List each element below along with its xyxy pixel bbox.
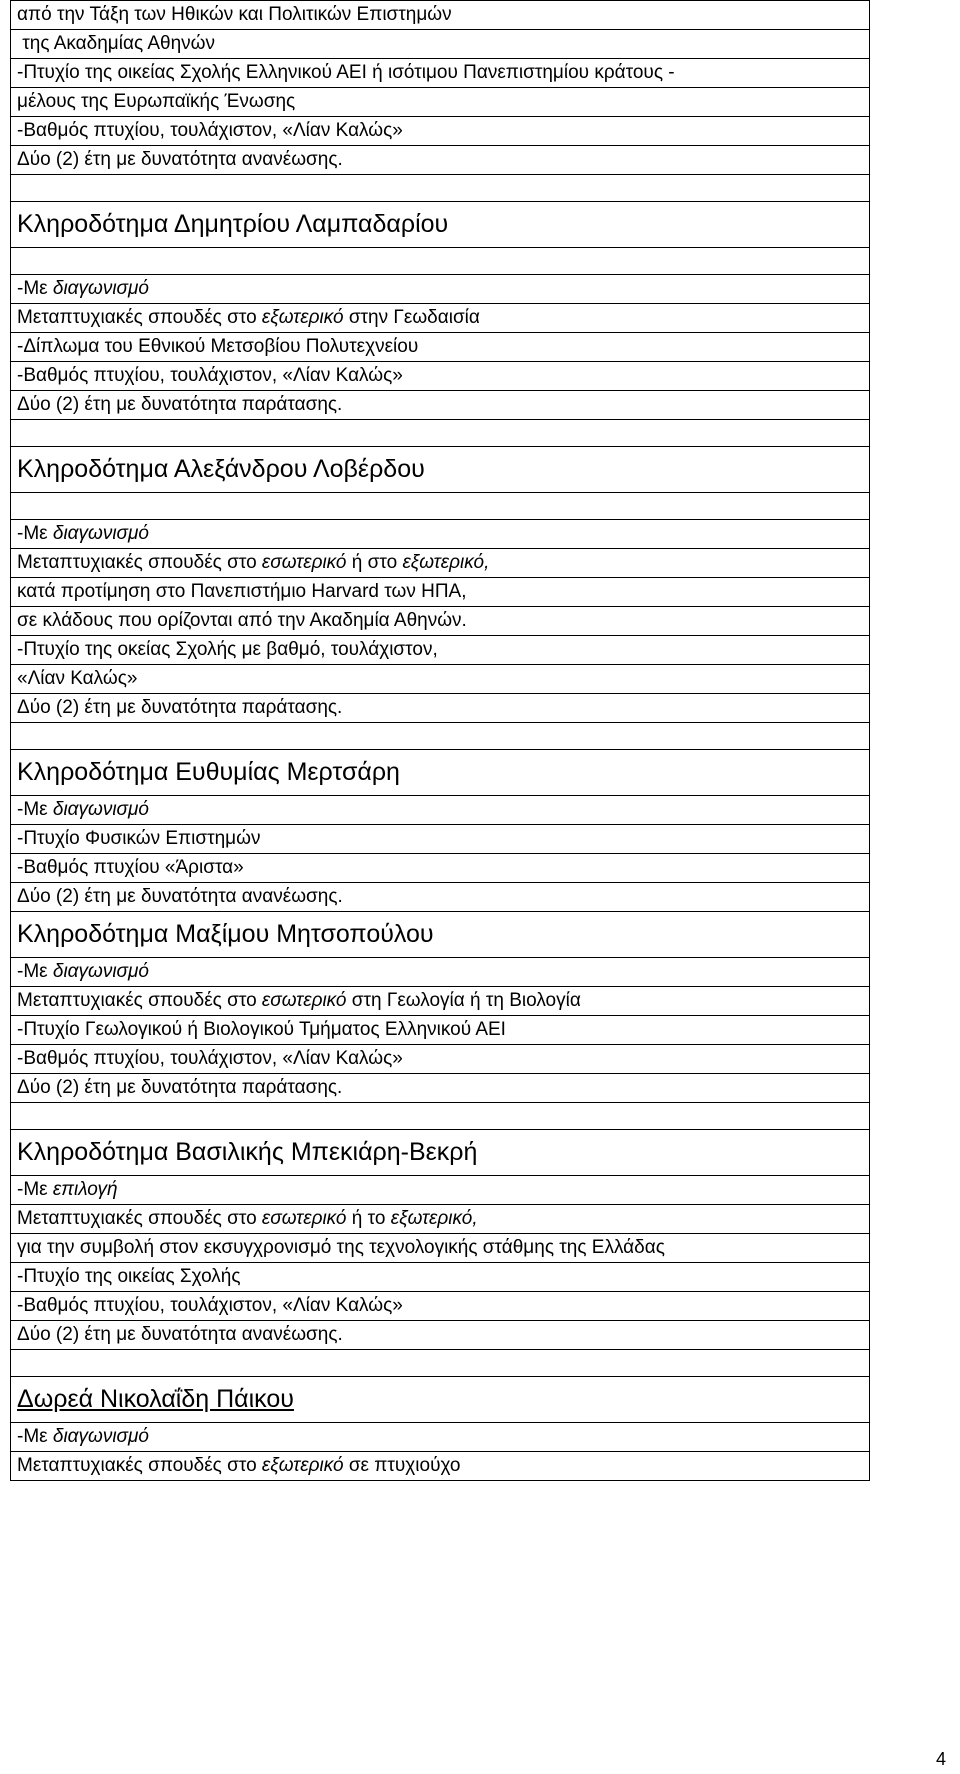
degree-requirement: -Πτυχίο της οκείας Σχολής με βαθμό, τουλάχιστον, <box>11 636 870 665</box>
duration: Δύο (2) έτη με δυνατότητα ανανέωσης. <box>11 883 870 912</box>
duration: Δύο (2) έτη με δυνατότητα ανανέωσης. <box>11 1321 870 1350</box>
study-line: Μεταπτυχιακές σπουδές στο εσωτερικό ή στο εξωτερικό, <box>11 549 870 578</box>
degree-requirement: -Πτυχίο της οικείας Σχολής <box>11 1263 870 1292</box>
grade-requirement: -Βαθμός πτυχίου, τουλάχιστον, «Λίαν Καλώς» <box>11 362 870 391</box>
selection-mode: -Με διαγωνισμό <box>11 796 870 825</box>
branches-line: σε κλάδους που ορίζονται από την Ακαδημία Αθηνών. <box>11 607 870 636</box>
intro-line: μέλους της Ευρωπαϊκής Ένωσης <box>11 88 870 117</box>
duration: Δύο (2) έτη με δυνατότητα παράτασης. <box>11 694 870 723</box>
duration: Δύο (2) έτη με δυνατότητα παράτασης. <box>11 391 870 420</box>
spacer-row <box>11 175 870 202</box>
scholarships-table <box>10 0 870 1481</box>
selection-mode: -Με διαγωνισμό <box>11 958 870 987</box>
selection-mode: -Με επιλογή <box>11 1176 870 1205</box>
grade-requirement: -Βαθμός πτυχίου «Άριστα» <box>11 854 870 883</box>
intro-line: -Πτυχίο της οικείας Σχολής Ελληνικού ΑΕΙ ή ισότιμου Πανεπιστημίου κράτους - <box>11 59 870 88</box>
degree-requirement: -Δίπλωμα του Εθνικού Μετσοβίου Πολυτεχνείου <box>11 333 870 362</box>
section-title-paikou: Δωρεά Νικολαΐδη Πάικου <box>11 1377 870 1423</box>
grade-requirement: -Βαθμός πτυχίου, τουλάχιστον, «Λίαν Καλώς» <box>11 1292 870 1321</box>
spacer-row <box>11 420 870 447</box>
degree-requirement: -Πτυχίο Γεωλογικού ή Βιολογικού Τμήματος Ελληνικού ΑΕΙ <box>11 1016 870 1045</box>
grade-requirement: «Λίαν Καλώς» <box>11 665 870 694</box>
section-title-mertsari: Κληροδότημα Ευθυμίας Μερτσάρη <box>11 750 870 796</box>
intro-duration: Δύο (2) έτη με δυνατότητα ανανέωσης. <box>11 146 870 175</box>
spacer-row <box>11 248 870 275</box>
study-line: Μεταπτυχιακές σπουδές στο εξωτερικό σε πτυχιούχο <box>11 1452 870 1481</box>
preference-line: κατά προτίμηση στο Πανεπιστήμιο Harvard των ΗΠΑ, <box>11 578 870 607</box>
selection-mode: -Με διαγωνισμό <box>11 275 870 304</box>
selection-mode: -Με διαγωνισμό <box>11 520 870 549</box>
degree-requirement: -Πτυχίο Φυσικών Επιστημών <box>11 825 870 854</box>
page-number: 4 <box>935 1749 946 1769</box>
spacer-row <box>11 1103 870 1130</box>
spacer-row <box>11 723 870 750</box>
purpose-line: για την συμβολή στον εκσυγχρονισμό της τεχνολογικής στάθμης της Ελλάδας <box>11 1234 870 1263</box>
section-title-mitsopoulou: Κληροδότημα Μαξίμου Μητσοπούλου <box>11 912 870 958</box>
spacer-row <box>11 493 870 520</box>
section-title-bekiari: Κληροδότημα Βασιλικής Μπεκιάρη-Βεκρή <box>11 1130 870 1176</box>
grade-requirement: -Βαθμός πτυχίου, τουλάχιστον, «Λίαν Καλώς» <box>11 1045 870 1074</box>
intro-line: -Βαθμός πτυχίου, τουλάχιστον, «Λίαν Καλώς» <box>11 117 870 146</box>
section-title-lampadariou: Κληροδότημα Δημητρίου Λαμπαδαρίου <box>11 202 870 248</box>
intro-line: της Ακαδημίας Αθηνών <box>11 30 870 59</box>
study-line: Μεταπτυχιακές σπουδές στο εσωτερικό στη Γεωλογία ή τη Βιολογία <box>11 987 870 1016</box>
selection-mode: -Με διαγωνισμό <box>11 1423 870 1452</box>
intro-line: από την Τάξη των Ηθικών και Πολιτικών Επιστημών <box>11 1 870 30</box>
study-line: Μεταπτυχιακές σπουδές στο εσωτερικό ή το εξωτερικό, <box>11 1205 870 1234</box>
duration: Δύο (2) έτη με δυνατότητα παράτασης. <box>11 1074 870 1103</box>
study-line: Μεταπτυχιακές σπουδές στο εξωτερικό στην Γεωδαισία <box>11 304 870 333</box>
spacer-row <box>11 1350 870 1377</box>
section-title-loverdou: Κληροδότημα Αλεξάνδρου Λοβέρδου <box>11 447 870 493</box>
